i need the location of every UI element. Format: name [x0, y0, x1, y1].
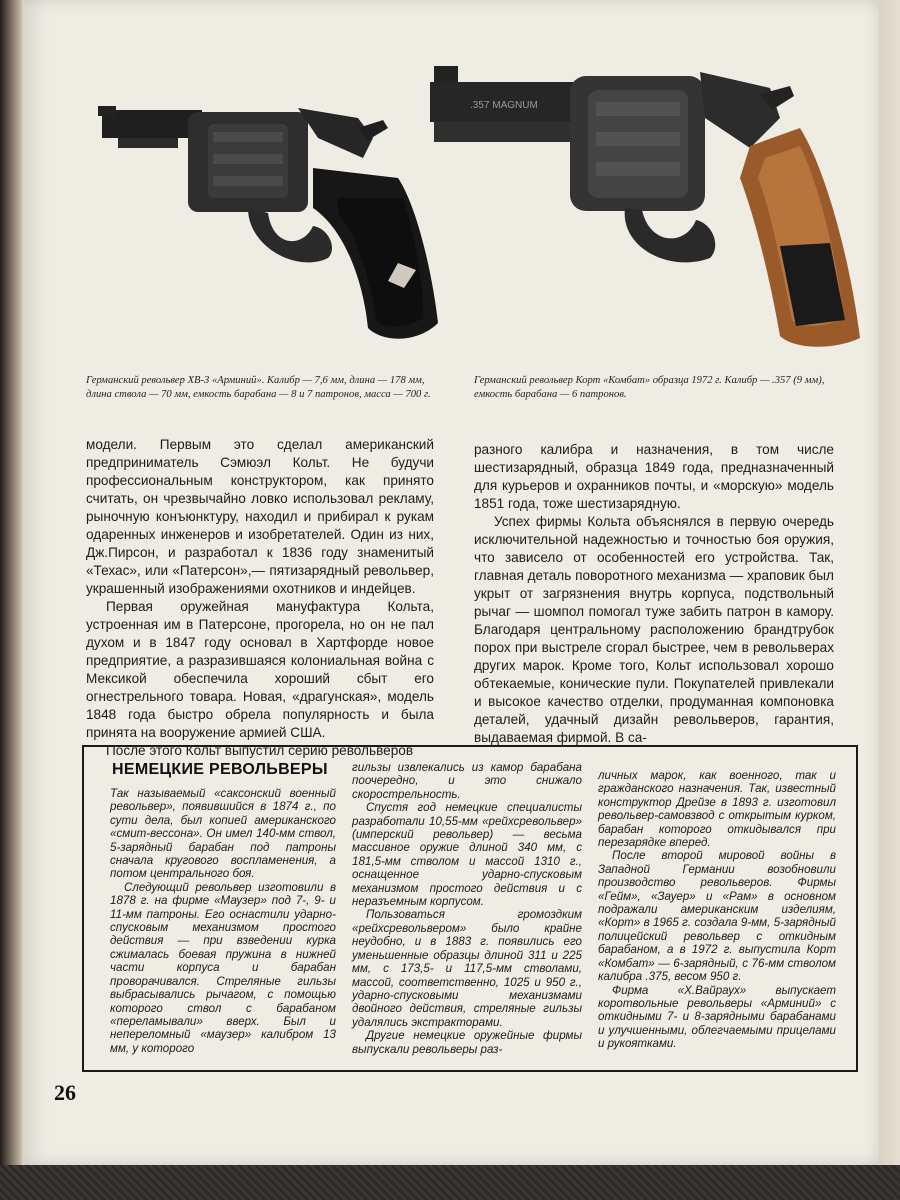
sidebar-column-2: [352, 761, 582, 1056]
sidebar-paragraph: гильзы извлекались из камор барабана поочередно, и это снижало скорострельность.: [352, 761, 582, 801]
sidebar-paragraph: Пользоваться громоздким «рейхсревольвером» было крайне неудобно, и в 1883 г. появились его уменьшенные образцы длиной 311 и 225 мм, с 173,5- и 117,5-мм стволами, массой, соответственно, 1025 и 950 г., ударно-спусковыми механизмами двойного действия, стреляные гильзы удалялись экстракторами.: [352, 908, 582, 1029]
barrel-marking: .357 MAGNUM: [470, 100, 538, 111]
caption-right: Германский револьвер Корт «Комбат» образца 1972 г. Калибр — .357 (9 мм), емкость барабана — 6 патронов.: [474, 375, 825, 400]
sidebar-paragraph: Другие немецкие оружейные фирмы выпускали револьверы раз-: [352, 1029, 582, 1056]
sidebar-column-3: [598, 769, 836, 1051]
caption-left: Германский револьвер ХВ-3 «Арминий». Калибр — 7,6 мм, длина — 178 мм, длина ствола — 70 мм, емкость барабана — 8 и 7 патронов, масса — 700 г.: [86, 375, 431, 400]
article-paragraph: модели. Первым это сделал американский предприниматель Сэмюэл Кольт. Не будучи профессиональным конструктором, как принято считать, он чрезвычайно ловко использовал рекламу, рыночную конъюнктуру, находил и прибирал к рукам одаренных инженеров и изобретателей. Один из них, Дж.Пирсон, и разработал к 1836 году знаменитый «Техас», или «Патерсон»,— пятизарядный револьвер, украшенный изображениями охотников и индейцев.: [86, 437, 434, 596]
sidebar-paragraph: Следующий револьвер изготовили в 1878 г. на фирме «Маузер» под 7-, 9- и 11-мм патроны. Его оснастили ударно-спусковым механизмом простого действия — при взведении курка сжималась боевая пружина в нижней части корпуса и барабан проворачивался. Стреляные гильзы выбрасывались рычагом, с помощью которого ствол с барабаном «переламывали» вверх. Был и непереломный «маузер» калибром 13 мм, у которого: [110, 880, 336, 1055]
sidebar-paragraph: личных марок, как военного, так и гражданского назначения. Так, известный конструктор Дрейзе в 1893 г. изготовил револьвер-самовзвод с открытым курком, барабан которого откидывался при перезарядке вперед.: [598, 769, 836, 850]
sidebar-paragraph: После второй мировой войны в Западной Германии возобновили производство револьверов. Фирмы «Гейм», «Зауер» и «Рам» в основном подражали американским изделиям, «Корт» в 1965 г. создала 9-мм, 5-зарядный полицейский револьвер с откидным барабаном, а в 1972 г. выпустила Корт «Комбат» — 6-зарядный, с 76-мм стволом калибра .375, весом 950 г.: [598, 849, 836, 984]
sidebar-paragraph: Так называемый «саксонский военный револьвер», появившийся в 1874 г., по сути дела, был копией американского «смит-вессона». Он имел 140-мм ствол, 5-зарядный барабан под патроны сначала кругового воспламенения, а потом центрального боя.: [110, 787, 336, 881]
sidebar-paragraph: Фирма «Х.Вайраух» выпускает коротвольные револьверы «Арминий» с откидными 7- и 8-зарядными барабанами и улучшенными, облегчаемыми прицелами и рукоятками.: [598, 983, 836, 1051]
sidebar-column-1: [110, 787, 336, 1055]
article-paragraph: Первая оружейная мануфактура Кольта, устроенная им в Патерсоне, прогорела, но он не пал духом и в 1847 году основал в Хартфорде новое предприятие, а разразившаяся колониальная война с Мексикой обеспечила хороший сбыт его огнестрельного товара. Новая, «драгунская», модель 1848 года быстро обрела популярность и была принята на вооружение армией США.: [86, 599, 434, 740]
page-number: 26: [54, 1080, 76, 1105]
book-spine: [0, 0, 22, 1200]
background-fabric: [0, 1165, 900, 1200]
article-paragraph: разного калибра и назначения, в том числе шестизарядный, образца 1849 года, предназначенный для курьеров и охранников почты, и «морскую» модель 1851 года, тоже шестизарядную.: [474, 442, 834, 511]
magazine-page: [22, 0, 879, 1165]
sidebar-title: НЕМЕЦКИЕ РЕВОЛЬВЕРЫ: [112, 761, 328, 778]
article-column-right: [474, 441, 834, 747]
sidebar-box: [82, 745, 858, 1072]
article-column-left: [86, 436, 434, 760]
article-paragraph: После этого Кольт выпустил серию револьверов: [106, 743, 414, 758]
sidebar-paragraph: Спустя год немецкие специалисты разработали 10,55-мм «рейхсревольвер» (имперский револьвер) — весьма массивное оружие длиной 340 мм, с 181,5-мм стволом и массой 1310 г., оснащенное ударно-спусковым механизмом простого действия и с неразъемным корпусом.: [352, 801, 582, 909]
revolver-korth-combat-image: [420, 58, 870, 353]
article-paragraph: Успех фирмы Кольта объяснялся в первую очередь исключительной надежностью и точностью боя оружия, что зависело от особенностей его устройства. Так, главная деталь поворотного механизма — храповик был укрыт от загрязнения внутрь корпуса, подствольный рычаг — шомпол помогал туже забить патрон в камору. Благодаря центральному расположению брандтрубок порох при выстреле сгорал быстрее, чем в револьверах других марок. Кроме того, Кольт использовал хорошо обтекаемые, конические пули. Покупателей привлекали и высокое качество отделки, продуманная компоновка деталей, удачный дизайн револьверов, гарантия, выдаваемая фирмой. В са-: [474, 514, 834, 745]
